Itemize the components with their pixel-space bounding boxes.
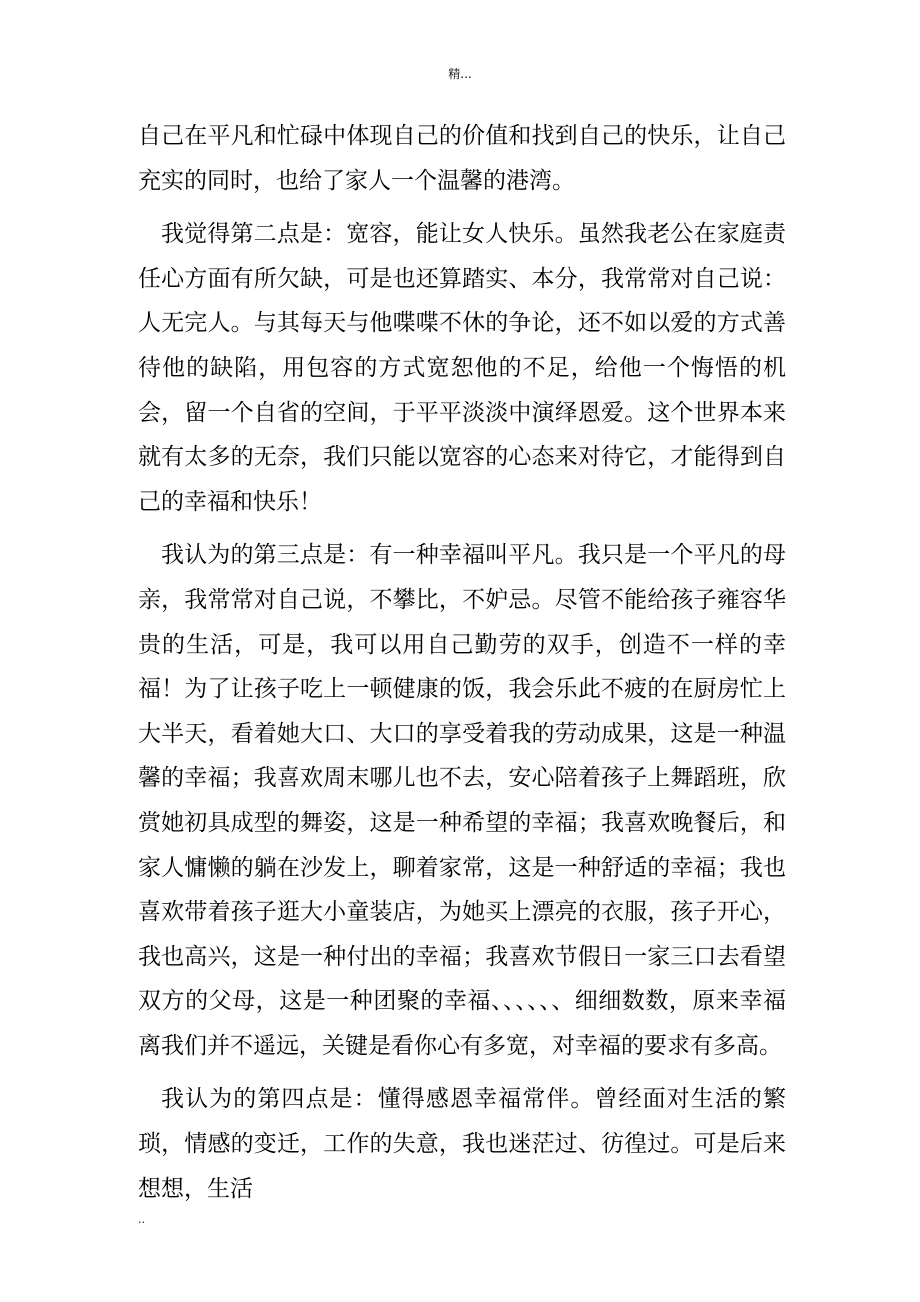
document-body bbox=[138, 114, 786, 1211]
paragraph-continuation: 自己在平凡和忙碌中体现自己的价值和找到自己的快乐，让自己充实的同时，也给了家人一个温馨的港湾。 bbox=[138, 123, 786, 194]
page-footer: .. bbox=[138, 1213, 145, 1226]
paragraph-fourth-point: 我认为的第四点是：懂得感恩幸福常伴。曾经面对生活的繁琐，情感的变迁，工作的失意，我也迷茫过、彷徨过。可是后来想想，生活 bbox=[138, 1086, 786, 1202]
paragraph-third-point: 我认为的第三点是：有一种幸福叫平凡。我只是一个平凡的母亲，我常常对自己说，不攀比，不妒忌。尽管不能给孩子雍容华贵的生活，可是，我可以用自己勤劳的双手，创造不一样的幸福！为了让孩子吃上一顿健康的饭，我会乐此不疲的在厨房忙上大半天，看着她大口、大口的享受着我的劳动成果，这是一种温馨的幸福；我喜欢周末哪儿也不去，安心陪着孩子上舞蹈班，欣赏她初具成型的舞姿，这是一种希望的幸福；我喜欢晚餐后，和家人慵懒的躺在沙发上，聊着家常，这是一种舒适的幸福；我也喜欢带着孩子逛大小童装店，为她买上漂亮的衣服，孩子开心，我也高兴，这是一种付出的幸福；我喜欢节假日一家三口去看望双方的父母，这是一种团聚的幸福、、、、、、细细数数，原来幸福离我们并不遥远，关键是看你心有多宽，对幸福的要求有多高。 bbox=[138, 542, 786, 1059]
paragraph-second-point: 我觉得第二点是：宽容，能让女人快乐。虽然我老公在家庭责任心方面有所欠缺，可是也还算踏实、本分，我常常对自己说：人无完人。与其每天与他喋喋不休的争论，还不如以爱的方式善待他的缺陷，用包容的方式宽恕他的不足，给他一个悔悟的机会，留一个自省的空间，于平平淡淡中演绎恩爱。这个世界本来就有太多的无奈，我们只能以宽容的心态来对待它，才能得到自己的幸福和快乐！ bbox=[138, 221, 786, 515]
page-header: 精... bbox=[448, 67, 472, 81]
